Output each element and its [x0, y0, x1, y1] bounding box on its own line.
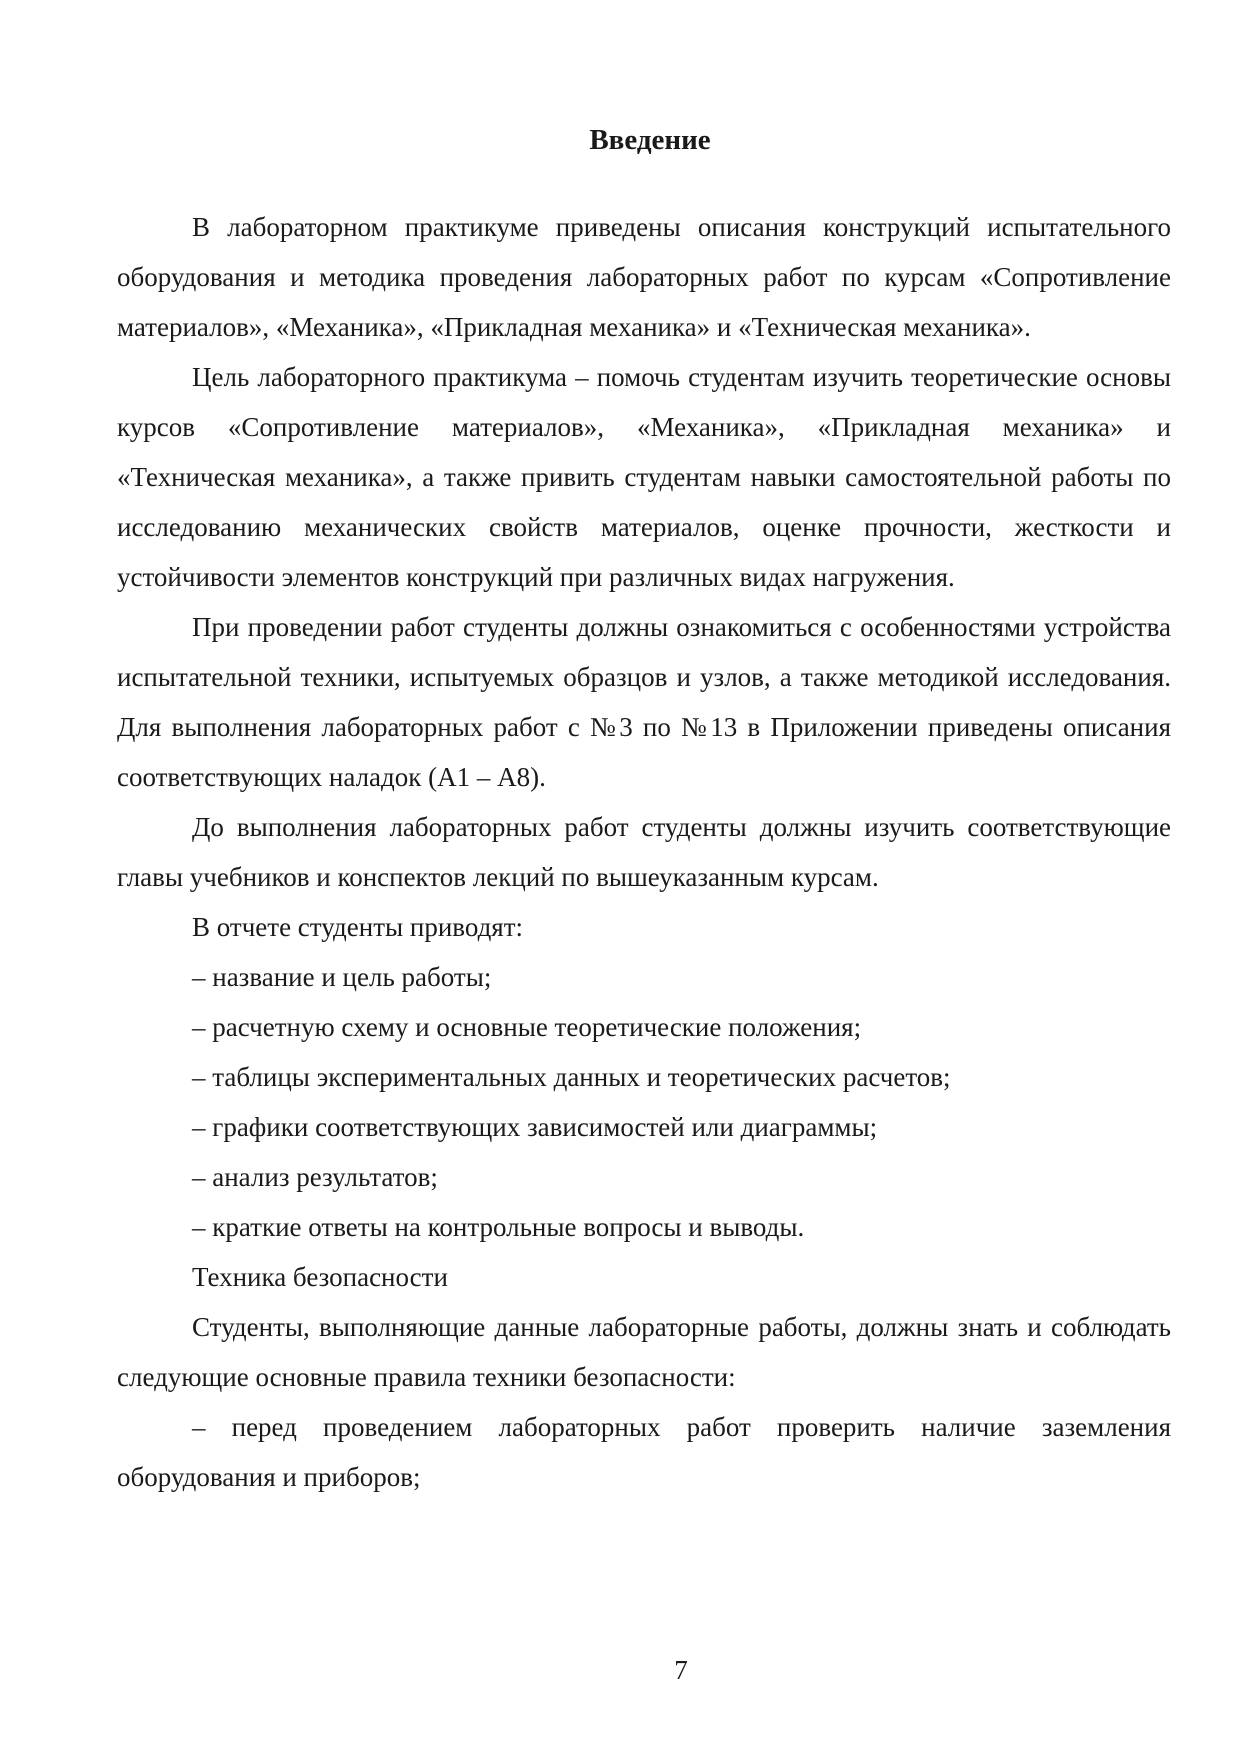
paragraph-intro: В лабораторном практикуме приведены описания конструкций испытательного оборудования и методика проведения лабораторных работ по курсам «Сопротивление материалов», «Механика», «Прикладная механика» и «Техническая механика».: [117, 212, 1171, 342]
page-title: Введение: [589, 124, 711, 156]
list-item: – расчетную схему и основные теоретические положения;: [192, 1012, 862, 1042]
paragraph-preparation: До выполнения лабораторных работ студенты должны изучить соответствующие главы учебников и конспектов лекций по вышеуказанным курсам.: [117, 812, 1171, 892]
list-item: – таблицы экспериментальных данных и теоретических расчетов;: [192, 1062, 951, 1092]
page-number: 7: [674, 1655, 688, 1685]
paragraph-report-intro: В отчете студенты приводят:: [192, 912, 524, 942]
list-item: – анализ результатов;: [192, 1162, 438, 1192]
list-item: – графики соответствующих зависимостей или диаграммы;: [192, 1112, 878, 1142]
body-text: [117, 202, 1171, 1502]
section-subtitle: Техника безопасности: [192, 1262, 448, 1292]
list-item: – краткие ответы на контрольные вопросы и выводы.: [192, 1212, 805, 1242]
paragraph-goal: Цель лабораторного практикума – помочь студентам изучить теоретические основы курсов «Сопротивление материалов», «Механика», «Прикладная механика» и «Техническая механика», а также привить студентам навыки самостоятельной работы по исследованию механических свойств материалов, оценке прочности, жесткости и устойчивости элементов конструкций при различных видах нагружения.: [117, 362, 1171, 592]
paragraph-safety: Студенты, выполняющие данные лабораторные работы, должны знать и соблюдать следующие основные правила техники безопасности:: [117, 1312, 1171, 1392]
paragraph-procedure: При проведении работ студенты должны ознакомиться с особенностями устройства испытательной техники, испытуемых образцов и узлов, а также методикой исследования. Для выполнения лабораторных работ с №3 по №13 в Приложении приведены описания соответствующих наладок (А1 – А8).: [117, 612, 1171, 792]
list-item: – перед проведением лабораторных работ проверить наличие заземления оборудования и приборов;: [117, 1412, 1171, 1492]
list-item: – название и цель работы;: [192, 962, 492, 992]
